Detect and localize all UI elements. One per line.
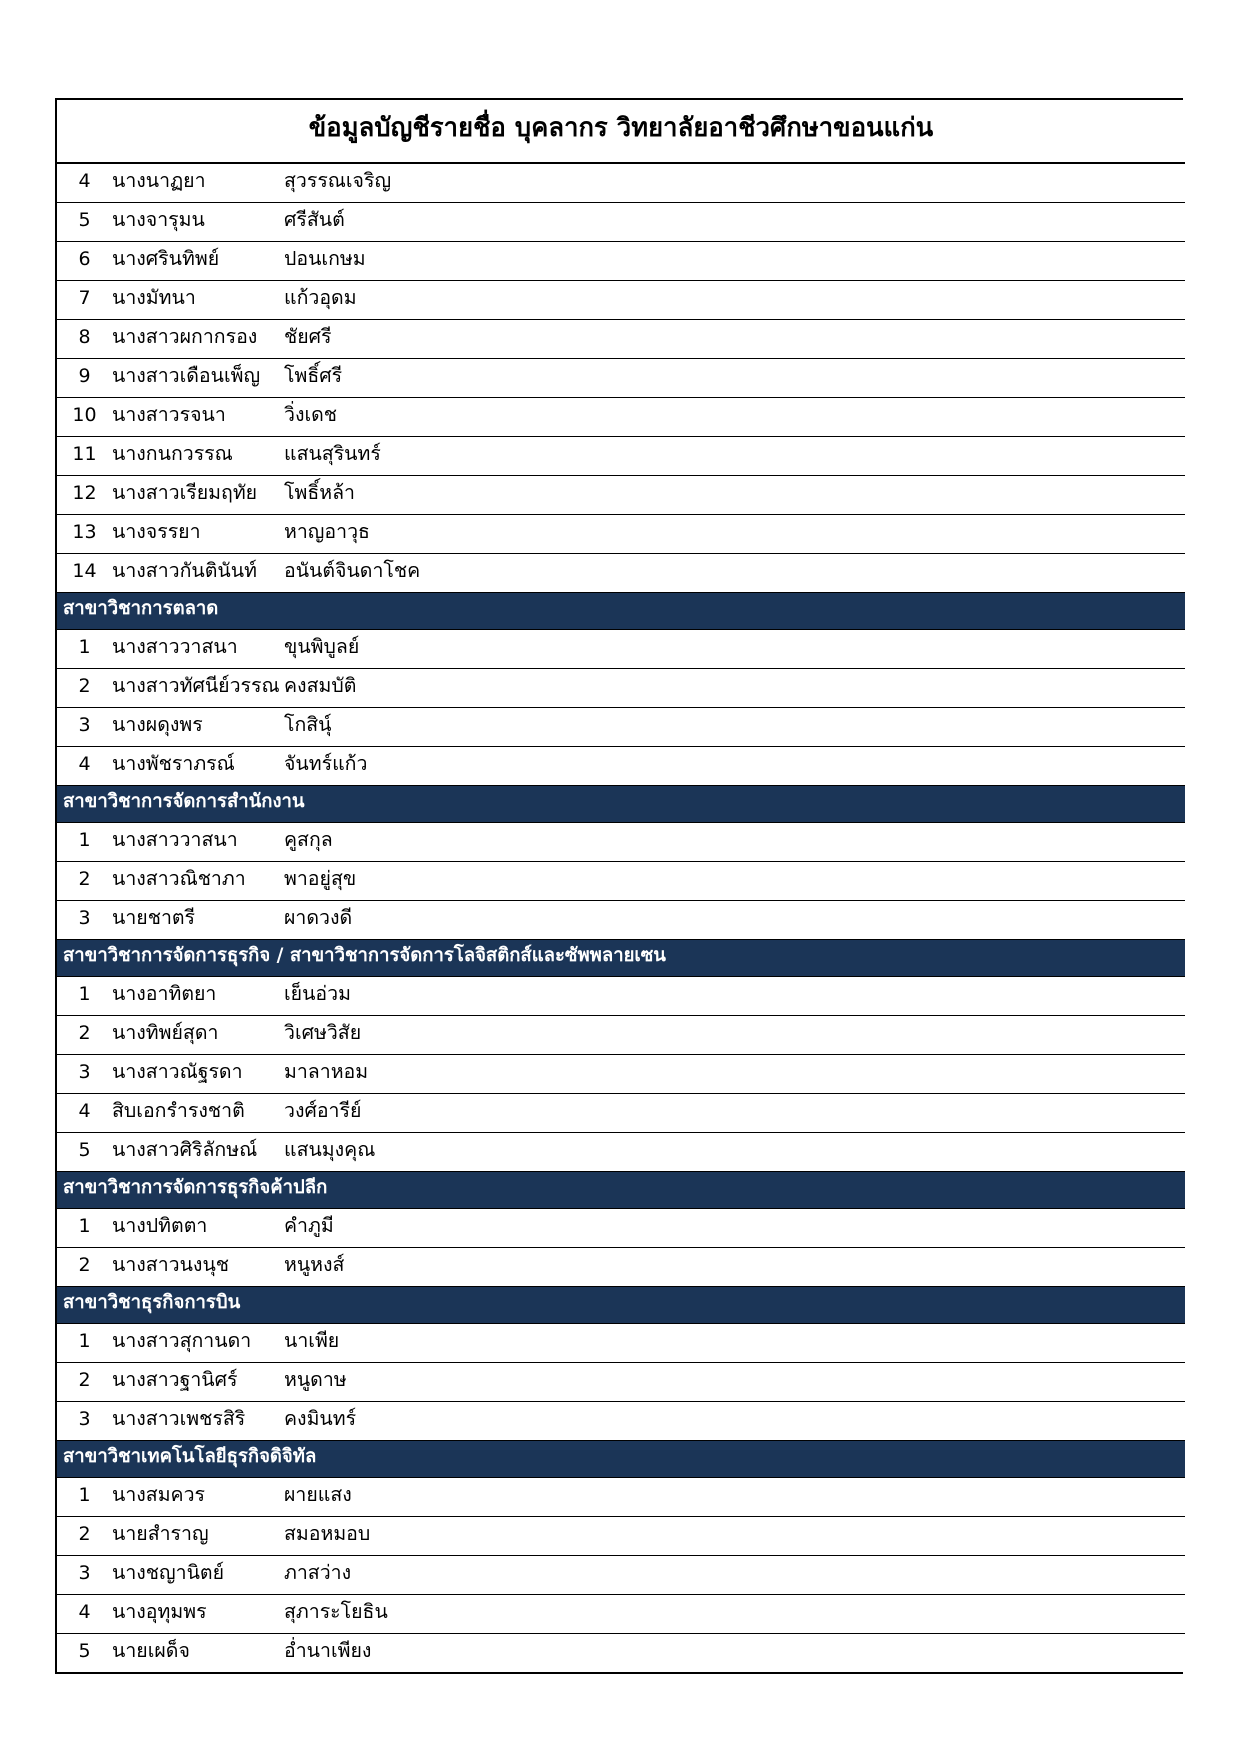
row-number: 1	[78, 828, 91, 851]
last-name-cell	[284, 554, 1185, 593]
row-number: 12	[72, 481, 97, 504]
roster-table-body	[57, 100, 1185, 1672]
row-number: 3	[78, 1561, 91, 1584]
row-number: 4	[78, 1099, 91, 1122]
last-name: วิ่งเดช	[284, 403, 338, 427]
last-name: แก้วอุดม	[284, 286, 357, 310]
last-name: สมอหมอบ	[284, 1522, 371, 1546]
row-number-cell	[57, 1634, 112, 1673]
row-number-cell	[57, 747, 112, 786]
first-name: นางกนกวรรณ	[112, 442, 233, 466]
last-name-cell	[284, 1402, 1185, 1441]
section-header-label: สาขาวิชาการจัดการธุรกิจ / สาขาวิชาการจัดการโลจิสติกส์และซัพพลายเซน	[63, 945, 666, 967]
last-name: ขุนพิบูลย์	[284, 635, 360, 659]
section-header-row	[57, 786, 1185, 823]
first-name-cell	[112, 320, 284, 359]
row-number: 5	[78, 1138, 91, 1161]
roster-table-container	[55, 98, 1183, 1674]
first-name: นายสำราญ	[112, 1522, 209, 1546]
row-number-cell	[57, 669, 112, 708]
row-number-cell	[57, 242, 112, 281]
section-header-row	[57, 1441, 1185, 1478]
first-name-cell	[112, 1402, 284, 1441]
row-number: 1	[78, 1214, 91, 1237]
first-name-cell	[112, 862, 284, 901]
table-row	[57, 1478, 1185, 1517]
last-name: แสนมุงคุณ	[284, 1138, 376, 1162]
last-name-cell	[284, 1324, 1185, 1363]
last-name-cell	[284, 1634, 1185, 1673]
row-number-cell	[57, 1324, 112, 1363]
first-name-cell	[112, 1634, 284, 1673]
row-number: 2	[78, 1253, 91, 1276]
table-row	[57, 901, 1185, 940]
document-title-cell	[57, 100, 1185, 163]
section-header-cell	[57, 1441, 1185, 1478]
table-row	[57, 1209, 1185, 1248]
first-name: นางศรินทิพย์	[112, 247, 220, 271]
last-name-cell	[284, 669, 1185, 708]
last-name: ผาดวงดี	[284, 906, 353, 930]
section-header-label: สาขาวิชาเทคโนโลยีธุรกิจดิจิทัล	[63, 1446, 317, 1468]
last-name: คำภูมี	[284, 1214, 334, 1238]
row-number-cell	[57, 1133, 112, 1172]
row-number-cell	[57, 203, 112, 242]
table-row	[57, 1055, 1185, 1094]
last-name-cell	[284, 1517, 1185, 1556]
first-name: นางสาวเรียมฤทัย	[112, 481, 258, 505]
section-header-cell	[57, 593, 1185, 630]
document-title-row	[57, 100, 1185, 163]
last-name: วิเศษวิสัย	[284, 1021, 362, 1045]
last-name-cell	[284, 242, 1185, 281]
first-name: นางสาวกันตินันท์	[112, 559, 257, 583]
first-name-cell	[112, 554, 284, 593]
row-number-cell	[57, 1094, 112, 1133]
row-number-cell	[57, 1556, 112, 1595]
first-name-cell	[112, 1248, 284, 1287]
row-number-cell	[57, 1209, 112, 1248]
row-number-cell	[57, 862, 112, 901]
row-number-cell	[57, 708, 112, 747]
row-number: 2	[78, 1368, 91, 1391]
last-name-cell	[284, 437, 1185, 476]
table-row	[57, 1248, 1185, 1287]
first-name-cell	[112, 359, 284, 398]
table-row	[57, 1402, 1185, 1441]
row-number-cell	[57, 1248, 112, 1287]
first-name: นางผดุงพร	[112, 713, 203, 737]
section-header-row	[57, 940, 1185, 977]
last-name-cell	[284, 708, 1185, 747]
row-number: 10	[72, 403, 97, 426]
last-name-cell	[284, 1595, 1185, 1634]
last-name: โกสินุ์	[284, 713, 332, 737]
first-name-cell	[112, 1055, 284, 1094]
last-name: ชัยศรี	[284, 325, 332, 349]
first-name: นางพัชราภรณ์	[112, 752, 235, 776]
first-name: นางสาวผกากรอง	[112, 325, 258, 349]
row-number-cell	[57, 977, 112, 1016]
section-header-label: สาขาวิชาการจัดการสำนักงาน	[63, 791, 305, 813]
section-header-cell	[57, 1287, 1185, 1324]
row-number: 3	[78, 1060, 91, 1083]
first-name-cell	[112, 1595, 284, 1634]
last-name-cell	[284, 163, 1185, 203]
page-title: ข้อมูลบัญชีรายชื่อ บุคลากร วิทยาลัยอาชีวศึกษาขอนแก่น	[308, 112, 934, 143]
section-header-label: สาขาวิชาธุรกิจการบิน	[63, 1292, 241, 1314]
table-row	[57, 1363, 1185, 1402]
first-name: นางปทิตตา	[112, 1214, 208, 1238]
table-row	[57, 281, 1185, 320]
first-name: นางสาววาสนา	[112, 828, 238, 852]
last-name: หนูดาษ	[284, 1368, 347, 1392]
last-name-cell	[284, 1209, 1185, 1248]
table-row	[57, 1556, 1185, 1595]
first-name-cell	[112, 1016, 284, 1055]
last-name: หาญอาวุธ	[284, 520, 370, 544]
section-header-row	[57, 1287, 1185, 1324]
first-name: นางสมควร	[112, 1483, 206, 1507]
last-name-cell	[284, 823, 1185, 862]
first-name: นางสาวณิชาภา	[112, 867, 246, 891]
first-name-cell	[112, 1094, 284, 1133]
row-number: 8	[78, 325, 91, 348]
row-number-cell	[57, 1595, 112, 1634]
row-number-cell	[57, 630, 112, 669]
table-row	[57, 669, 1185, 708]
last-name-cell	[284, 862, 1185, 901]
row-number-cell	[57, 476, 112, 515]
last-name-cell	[284, 476, 1185, 515]
row-number: 11	[72, 442, 97, 465]
first-name: นางสาวเพชรสิริ	[112, 1407, 246, 1431]
first-name-cell	[112, 1363, 284, 1402]
section-header-cell	[57, 1172, 1185, 1209]
row-number: 4	[78, 169, 91, 192]
row-number-cell	[57, 1016, 112, 1055]
last-name-cell	[284, 1248, 1185, 1287]
table-row	[57, 1634, 1185, 1673]
last-name-cell	[284, 320, 1185, 359]
table-row	[57, 242, 1185, 281]
row-number-cell	[57, 1055, 112, 1094]
roster-table	[57, 100, 1185, 1672]
table-row	[57, 398, 1185, 437]
first-name: นางจารุมน	[112, 208, 205, 232]
first-name: นางนาฏยา	[112, 169, 206, 193]
first-name: นางสาวฐานิศร์	[112, 1368, 238, 1392]
table-row	[57, 1517, 1185, 1556]
row-number-cell	[57, 437, 112, 476]
row-number-cell	[57, 515, 112, 554]
row-number-cell	[57, 281, 112, 320]
last-name: โพธิ์หล้า	[284, 481, 355, 505]
first-name-cell	[112, 747, 284, 786]
last-name: สุวรรณเจริญ	[284, 169, 392, 193]
first-name-cell	[112, 163, 284, 203]
first-name-cell	[112, 281, 284, 320]
last-name: แสนสุรินทร์	[284, 442, 381, 466]
table-row	[57, 320, 1185, 359]
last-name: จันทร์แก้ว	[284, 752, 368, 776]
last-name-cell	[284, 1133, 1185, 1172]
row-number: 2	[78, 867, 91, 890]
first-name-cell	[112, 1478, 284, 1517]
row-number: 1	[78, 635, 91, 658]
last-name-cell	[284, 1016, 1185, 1055]
first-name-cell	[112, 708, 284, 747]
first-name-cell	[112, 1324, 284, 1363]
first-name-cell	[112, 901, 284, 940]
first-name: นางสาวรจนา	[112, 403, 226, 427]
first-name-cell	[112, 515, 284, 554]
first-name: นายชาตรี	[112, 906, 196, 930]
row-number: 2	[78, 674, 91, 697]
first-name: นางอาทิตยา	[112, 982, 217, 1006]
first-name-cell	[112, 1556, 284, 1595]
row-number: 6	[78, 247, 91, 270]
section-header-label: สาขาวิชาการตลาด	[63, 598, 219, 620]
row-number: 3	[78, 713, 91, 736]
row-number-cell	[57, 823, 112, 862]
last-name-cell	[284, 1055, 1185, 1094]
row-number: 9	[78, 364, 91, 387]
row-number: 4	[78, 1600, 91, 1623]
last-name: คงมินทร์	[284, 1407, 357, 1431]
table-row	[57, 630, 1185, 669]
table-row	[57, 747, 1185, 786]
last-name-cell	[284, 977, 1185, 1016]
row-number: 14	[72, 559, 97, 582]
row-number: 1	[78, 982, 91, 1005]
last-name-cell	[284, 398, 1185, 437]
first-name: นางสาวสุกานดา	[112, 1329, 252, 1353]
last-name-cell	[284, 1363, 1185, 1402]
last-name: คูสกุล	[284, 828, 333, 852]
first-name-cell	[112, 242, 284, 281]
last-name: เย็นอ่วม	[284, 982, 351, 1006]
table-row	[57, 977, 1185, 1016]
last-name: คงสมบัติ	[284, 674, 357, 698]
last-name: ปอนเกษม	[284, 247, 366, 271]
first-name-cell	[112, 823, 284, 862]
first-name-cell	[112, 1209, 284, 1248]
last-name-cell	[284, 515, 1185, 554]
first-name: นางทิพย์สุดา	[112, 1021, 219, 1045]
row-number-cell	[57, 1478, 112, 1517]
section-header-label: สาขาวิชาการจัดการธุรกิจค้าปลีก	[63, 1177, 328, 1199]
row-number: 3	[78, 1407, 91, 1430]
table-row	[57, 359, 1185, 398]
row-number-cell	[57, 1402, 112, 1441]
section-header-cell	[57, 940, 1185, 977]
last-name-cell	[284, 281, 1185, 320]
row-number-cell	[57, 359, 112, 398]
first-name-cell	[112, 1133, 284, 1172]
table-row	[57, 163, 1185, 203]
row-number: 1	[78, 1483, 91, 1506]
row-number: 2	[78, 1522, 91, 1545]
last-name: มาลาหอม	[284, 1060, 369, 1084]
last-name-cell	[284, 747, 1185, 786]
last-name-cell	[284, 1478, 1185, 1517]
row-number: 5	[78, 208, 91, 231]
row-number-cell	[57, 901, 112, 940]
last-name-cell	[284, 1094, 1185, 1133]
last-name-cell	[284, 359, 1185, 398]
first-name: นางสาวณัฐรดา	[112, 1060, 243, 1084]
row-number-cell	[57, 1363, 112, 1402]
row-number: 3	[78, 906, 91, 929]
last-name: พาอยู่สุข	[284, 867, 357, 891]
last-name: ภาสว่าง	[284, 1561, 352, 1585]
first-name-cell	[112, 1517, 284, 1556]
last-name: ศรีสันต์	[284, 208, 345, 232]
row-number: 1	[78, 1329, 91, 1352]
table-row	[57, 708, 1185, 747]
first-name: นางสาวนงนุช	[112, 1253, 230, 1277]
table-row	[57, 1324, 1185, 1363]
first-name: นางมัทนา	[112, 286, 196, 310]
first-name: นางสาวศิริลักษณ์	[112, 1138, 258, 1162]
row-number: 2	[78, 1021, 91, 1044]
last-name: อ่ำนาเพียง	[284, 1639, 372, 1663]
row-number: 4	[78, 752, 91, 775]
section-header-cell	[57, 786, 1185, 823]
table-row	[57, 1016, 1185, 1055]
first-name: นางสาวทัศนีย์วรรณ	[112, 674, 280, 698]
first-name: นางสาววาสนา	[112, 635, 238, 659]
last-name: วงศ์อารีย์	[284, 1099, 362, 1123]
row-number-cell	[57, 163, 112, 203]
first-name: นางอุทุมพร	[112, 1600, 207, 1624]
table-row	[57, 1094, 1185, 1133]
last-name: สุภาระโยธิน	[284, 1600, 388, 1624]
last-name: หนูหงส์	[284, 1253, 345, 1277]
first-name-cell	[112, 669, 284, 708]
row-number-cell	[57, 398, 112, 437]
first-name-cell	[112, 977, 284, 1016]
first-name-cell	[112, 476, 284, 515]
section-header-row	[57, 1172, 1185, 1209]
table-row	[57, 1133, 1185, 1172]
row-number: 13	[72, 520, 97, 543]
first-name-cell	[112, 398, 284, 437]
section-header-row	[57, 593, 1185, 630]
first-name-cell	[112, 630, 284, 669]
table-row	[57, 203, 1185, 242]
last-name-cell	[284, 901, 1185, 940]
row-number: 7	[78, 286, 91, 309]
row-number: 5	[78, 1639, 91, 1662]
table-row	[57, 823, 1185, 862]
table-row	[57, 554, 1185, 593]
table-row	[57, 862, 1185, 901]
table-row	[57, 437, 1185, 476]
last-name-cell	[284, 1556, 1185, 1595]
table-row	[57, 515, 1185, 554]
table-row	[57, 1595, 1185, 1634]
first-name: นายเผด็จ	[112, 1639, 190, 1663]
first-name-cell	[112, 437, 284, 476]
row-number-cell	[57, 554, 112, 593]
last-name-cell	[284, 630, 1185, 669]
row-number-cell	[57, 1517, 112, 1556]
last-name: โพธิ์ศรี	[284, 364, 343, 388]
first-name: นางจรรยา	[112, 520, 201, 544]
table-row	[57, 476, 1185, 515]
first-name: นางชญานิตย์	[112, 1561, 225, 1585]
last-name: ผายแสง	[284, 1483, 352, 1507]
first-name: นางสาวเดือนเพ็ญ	[112, 364, 261, 388]
last-name: อนันต์จินดาโชค	[284, 559, 421, 583]
first-name-cell	[112, 203, 284, 242]
last-name-cell	[284, 203, 1185, 242]
first-name: สิบเอกรำรงชาติ	[112, 1099, 245, 1123]
row-number-cell	[57, 320, 112, 359]
last-name: นาเพีย	[284, 1329, 340, 1353]
